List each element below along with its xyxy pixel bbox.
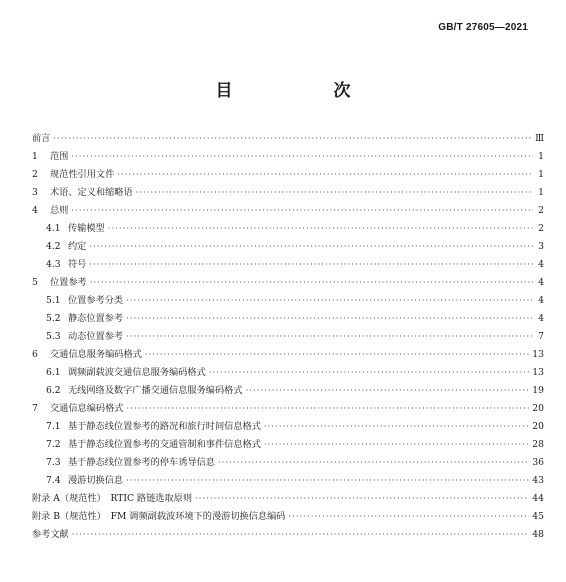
toc-entry-label: 范围 [50,151,69,162]
dot-leader [127,401,530,416]
toc-entry-number: 1 [32,151,38,162]
toc-entry-page: 44 [532,493,544,504]
toc-entry-page: 20 [532,403,544,414]
dot-leader [117,167,533,182]
toc-entry[interactable] [32,329,544,344]
toc-entry-number: 4 [32,205,38,216]
dot-leader [72,527,530,542]
dot-leader [71,149,533,164]
dot-leader [71,203,533,218]
toc-entry-number: 5.3 [46,331,61,342]
toc-entry-page: 45 [532,511,544,522]
toc-entry-number: 5.2 [46,313,61,324]
toc-entry-number: 6.1 [46,367,61,378]
dot-leader [264,437,529,452]
toc-entry-page: 4 [538,277,544,288]
toc-entry-number: 7.1 [46,421,61,432]
toc-entry-page: 36 [532,457,544,468]
dot-leader [108,221,533,236]
dot-leader [145,347,529,362]
toc-entry-label: 基于静态线位置参考的停车诱导信息 [68,457,215,468]
dot-leader [90,275,533,290]
toc-entry-number: 7 [32,403,38,414]
toc-entry[interactable] [32,455,544,470]
toc-entry-number: 6.2 [46,385,61,396]
toc-entry-page: 4 [538,313,544,324]
toc-entry-page: 13 [532,367,544,378]
dot-leader [288,509,529,524]
toc-entry-number: 7.4 [46,475,61,486]
toc-entry[interactable] [32,509,544,524]
toc-entry[interactable] [32,491,544,506]
dot-leader [136,185,533,200]
toc-entry-number: 6 [32,349,38,360]
toc-entry-label: 基于静态线位置参考的交通管制和事件信息格式 [68,439,261,450]
toc-entry-page: 3 [538,241,544,252]
toc-entry-page: 28 [532,439,544,450]
dot-leader [89,239,533,254]
dot-leader [195,491,529,506]
toc-entry[interactable] [32,293,544,308]
toc-entry-label: 约定 [68,241,87,252]
toc-entry[interactable] [32,527,544,542]
dot-leader [126,473,529,488]
toc-entry-label: 无线网络及数字广播交通信息服务编码格式 [68,385,243,396]
toc-entry[interactable] [32,167,544,182]
toc-entry-page: 20 [532,421,544,432]
toc-entry-label: 附录 A（规范性） RTIC 路链选取原则 [32,493,193,504]
toc-entry-number: 4.3 [46,259,61,270]
dot-leader [218,455,529,470]
toc-entry[interactable] [32,149,544,164]
toc-entry-label: 术语、定义和缩略语 [50,187,133,198]
toc-entry-number: 5 [32,277,38,288]
toc-entry-label: 静态位置参考 [68,313,124,324]
toc-entry-label: 符号 [68,259,87,270]
toc-entry[interactable] [32,311,544,326]
toc-entry-label: 交通信息编码格式 [50,403,124,414]
toc-entry-page: 2 [538,205,544,216]
dot-leader [89,257,533,272]
toc-entry-page: 1 [538,151,544,162]
toc-entry-number: 5.1 [46,295,61,306]
toc-entry-page: Ⅲ [535,133,544,144]
toc-entry-label: 参考文献 [32,529,69,540]
toc-entry[interactable] [32,239,544,254]
toc-entry-page: 1 [538,187,544,198]
toc-entry-label: 交通信息服务编码格式 [50,349,142,360]
toc-entry-page: 4 [538,295,544,306]
toc-entry[interactable] [32,347,544,362]
page-title: 目 次 [215,81,393,101]
toc-entry-number: 4.2 [46,241,61,252]
toc-entry[interactable] [32,203,544,218]
toc-entry-label: 附录 B（规范性） FM 调频副载波环境下的漫游切换信息编码 [32,511,286,522]
toc-entry-label: 规范性引用文件 [50,169,115,180]
toc-entry-label: 调频副载波交通信息服务编码格式 [68,367,206,378]
toc-entry[interactable] [32,185,544,200]
toc-entry-number: 2 [32,169,38,180]
toc-entry-page: 7 [538,331,544,342]
toc-entry-number: 4.1 [46,223,61,234]
dot-leader [126,329,533,344]
toc-entry[interactable] [32,401,544,416]
toc-entry[interactable] [32,275,544,290]
toc-entry[interactable] [32,221,544,236]
toc-entry-label: 前言 [32,133,51,144]
toc-entry[interactable] [32,383,544,398]
toc-entry-label: 传输模型 [68,223,105,234]
toc-entry-number: 7.2 [46,439,61,450]
toc-entry-page: 13 [532,349,544,360]
toc-entry-label: 漫游切换信息 [68,475,124,486]
toc-entry-number: 3 [32,187,38,198]
toc-entry-label: 动态位置参考 [68,331,124,342]
toc-entry-label: 基于静态线位置参考的路况和旅行时间信息格式 [68,421,261,432]
toc-entry[interactable] [32,437,544,452]
dot-leader [264,419,529,434]
toc-entry-page: 1 [538,169,544,180]
toc-entry-page: 4 [538,259,544,270]
toc-entry[interactable] [32,257,544,272]
toc-entry-page: 19 [532,385,544,396]
dot-leader [126,293,533,308]
toc-entry[interactable] [32,365,544,380]
toc-entry-label: 位置参考分类 [68,295,124,306]
table-of-contents [32,131,544,542]
dot-leader [246,383,530,398]
toc-entry-label: 总则 [50,205,69,216]
standard-code: GB/T 27605—2021 [438,22,528,33]
dot-leader [126,311,533,326]
toc-entry[interactable] [32,131,544,146]
toc-entry-page: 2 [538,223,544,234]
toc-entry-page: 48 [532,529,544,540]
toc-entry-page: 43 [532,475,544,486]
toc-entry[interactable] [32,419,544,434]
toc-entry-label: 位置参考 [50,277,87,288]
dot-leader [53,131,532,146]
toc-entry-number: 7.3 [46,457,61,468]
dot-leader [209,365,529,380]
toc-entry[interactable] [32,473,544,488]
